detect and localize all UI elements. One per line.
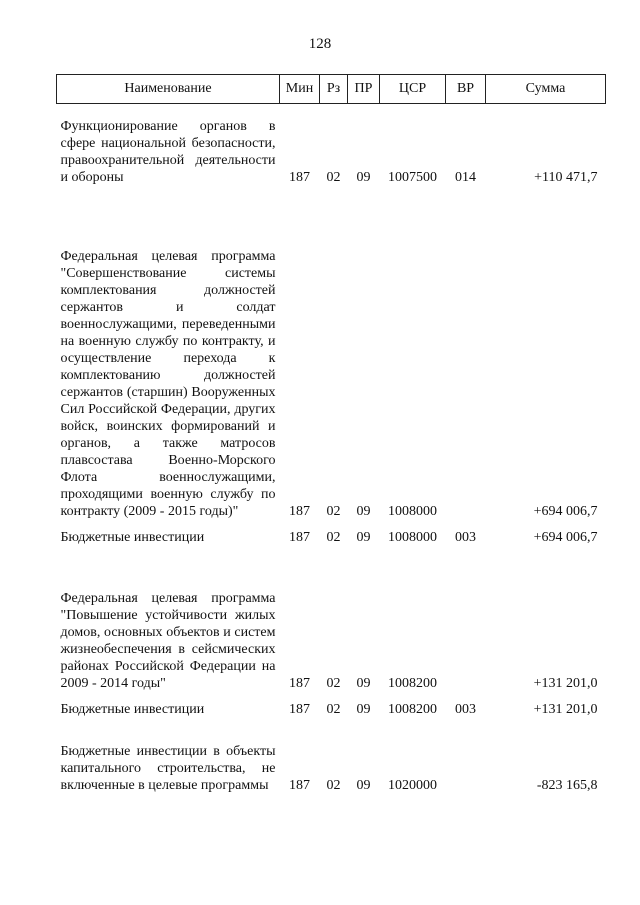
row-csr: 1008200 — [388, 675, 437, 691]
row-sum: +131 201,0 — [533, 675, 598, 691]
header-csr: ЦСР — [380, 75, 446, 104]
header-pr: ПР — [348, 75, 380, 104]
row-min: 187 — [289, 701, 310, 717]
table-row — [57, 718, 606, 794]
row-name: Бюджетные инвестиции в объекты капитального строительства, не включенные в целевые программы — [60, 743, 276, 793]
row-csr: 1020000 — [388, 777, 437, 793]
row-rz: 02 — [326, 777, 341, 793]
row-name: Бюджетные инвестиции — [60, 529, 205, 545]
row-vr — [446, 546, 486, 692]
row-rz: 02 — [326, 503, 341, 519]
table-row — [57, 546, 606, 692]
row-csr: 1008200 — [388, 701, 437, 717]
row-sum: -823 165,8 — [536, 777, 598, 793]
row-sum: +694 006,7 — [533, 503, 598, 519]
table-header-row — [57, 75, 606, 104]
table-row — [57, 186, 606, 520]
row-rz: 02 — [326, 701, 341, 717]
row-rz: 02 — [326, 169, 341, 185]
row-min: 187 — [289, 503, 310, 519]
row-min: 187 — [289, 777, 310, 793]
row-sum: +131 201,0 — [533, 701, 598, 717]
budget-table — [56, 74, 606, 794]
table-row — [57, 520, 606, 546]
row-name: Бюджетные инвестиции — [60, 701, 205, 717]
header-name: Наименование — [57, 75, 280, 104]
table-row — [57, 692, 606, 718]
row-name: Функционирование органов в сфере национальной безопасности, правоохранительной деятельности и обороны — [60, 118, 276, 185]
row-min: 187 — [289, 169, 310, 185]
row-vr: 014 — [455, 169, 476, 185]
row-csr: 1008000 — [388, 503, 437, 519]
row-pr: 09 — [356, 529, 371, 545]
row-csr: 1008000 — [388, 529, 437, 545]
row-vr — [446, 718, 486, 794]
row-rz: 02 — [326, 529, 341, 545]
header-sum: Сумма — [486, 75, 606, 104]
row-sum: +694 006,7 — [533, 529, 598, 545]
row-pr: 09 — [356, 777, 371, 793]
row-vr: 003 — [455, 701, 476, 717]
row-min: 187 — [289, 675, 310, 691]
row-pr: 09 — [356, 675, 371, 691]
row-min: 187 — [289, 529, 310, 545]
row-csr: 1007500 — [388, 169, 437, 185]
page-number: 128 — [308, 36, 332, 52]
row-pr: 09 — [356, 169, 371, 185]
row-pr: 09 — [356, 503, 371, 519]
header-vr: ВР — [446, 75, 486, 104]
row-vr: 003 — [455, 529, 476, 545]
row-rz: 02 — [326, 675, 341, 691]
row-name: Федеральная целевая программа "Повышение устойчивости жилых домов, основных объектов и систем жизнеобеспечения в сейсмических районах Российской Федерации на 2009 - 2014 годы" — [60, 590, 276, 691]
header-rz: Рз — [320, 75, 348, 104]
row-vr — [446, 186, 486, 520]
row-pr: 09 — [356, 701, 371, 717]
table-row — [57, 104, 606, 186]
header-min: Мин — [280, 75, 320, 104]
row-name: Федеральная целевая программа "Совершенствование системы комплектования должностей сержантов и солдат военнослужащими, переведенными на военную службу по контракту, и осуществление перехода к комплектованию должностей сержантов (старшин) Вооруженных Сил Российской Федерации, других войск, воинских формирований и органов, а также матросов плавсостава Военно-Морского Флота военнослужащими, проходящими военную службу по контракту (2009 - 2015 годы)" — [60, 248, 276, 519]
row-sum: +110 471,7 — [534, 169, 598, 185]
